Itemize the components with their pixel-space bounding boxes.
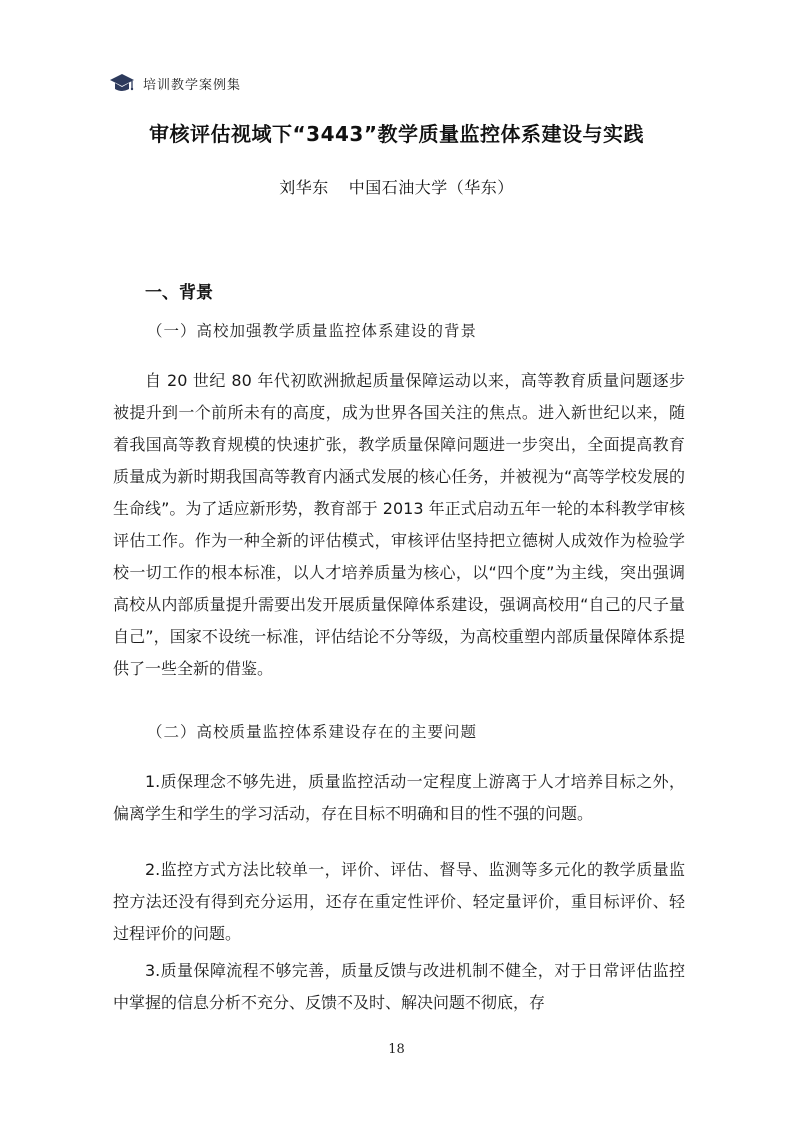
author-name: 刘华东 <box>279 178 329 197</box>
author-line <box>0 175 793 198</box>
section-heading-background: 一、背景 <box>145 283 213 303</box>
subsection-heading-1: （一）高校加强教学质量监控体系建设的背景 <box>147 322 478 340</box>
running-header <box>109 72 241 94</box>
graduation-cap-icon <box>109 72 135 94</box>
paragraph-background: 自 20 世纪 80 年代初欧洲掀起质量保障运动以来，高等教育质量问题逐步被提升到一个前所未有的高度，成为世界各国关注的焦点。进入新世纪以来，随着我国高等教育规模的快速扩张，教学质量保障问题进一步突出，全面提高教育质量成为新时期我国高等教育内涵式发展的核心任务，并被视为“高等学校发展的生命线”。为了适应新形势，教育部于 2013 年正式启动五年一轮的本科教学审核评估工作。作为一种全新的评估模式，审核评估坚持把立德树人成效作为检验学校一切工作的根本标准，以人才培养质量为核心，以“四个度”为主线，突出强调高校从内部质量提升需要出发开展质量保障体系建设，强调高校用“自己的尺子量自己”，国家不设统一标准，评估结论不分等级，为高校重塑内部质量保障体系提供了一些全新的借鉴。 <box>113 371 685 678</box>
problem-item-1: 1.质保理念不够先进，质量监控活动一定程度上游离于人才培养目标之外，偏离学生和学生的学习活动，存在目标不明确和目的性不强的问题。 <box>113 772 685 823</box>
problem-item-2: 2.监控方式方法比较单一，评价、评估、督导、监测等多元化的教学质量监控方法还没有得到充分运用，还存在重定性评价、轻定量评价，重目标评价、轻过程评价的问题。 <box>113 860 685 943</box>
author-affiliation: 中国石油大学（华东） <box>348 178 514 197</box>
problem-item-3: 3.质量保障流程不够完善，质量反馈与改进机制不健全，对于日常评估监控中掌握的信息分析不充分、反馈不及时、解决问题不彻底，存 <box>113 961 685 1012</box>
article-title: 审核评估视域下“3443”教学质量监控体系建设与实践 <box>149 122 644 146</box>
subsection-heading-2: （二）高校质量监控体系建设存在的主要问题 <box>147 723 478 741</box>
header-label: 培训教学案例集 <box>143 77 242 93</box>
page-number: 18 <box>388 1042 405 1057</box>
